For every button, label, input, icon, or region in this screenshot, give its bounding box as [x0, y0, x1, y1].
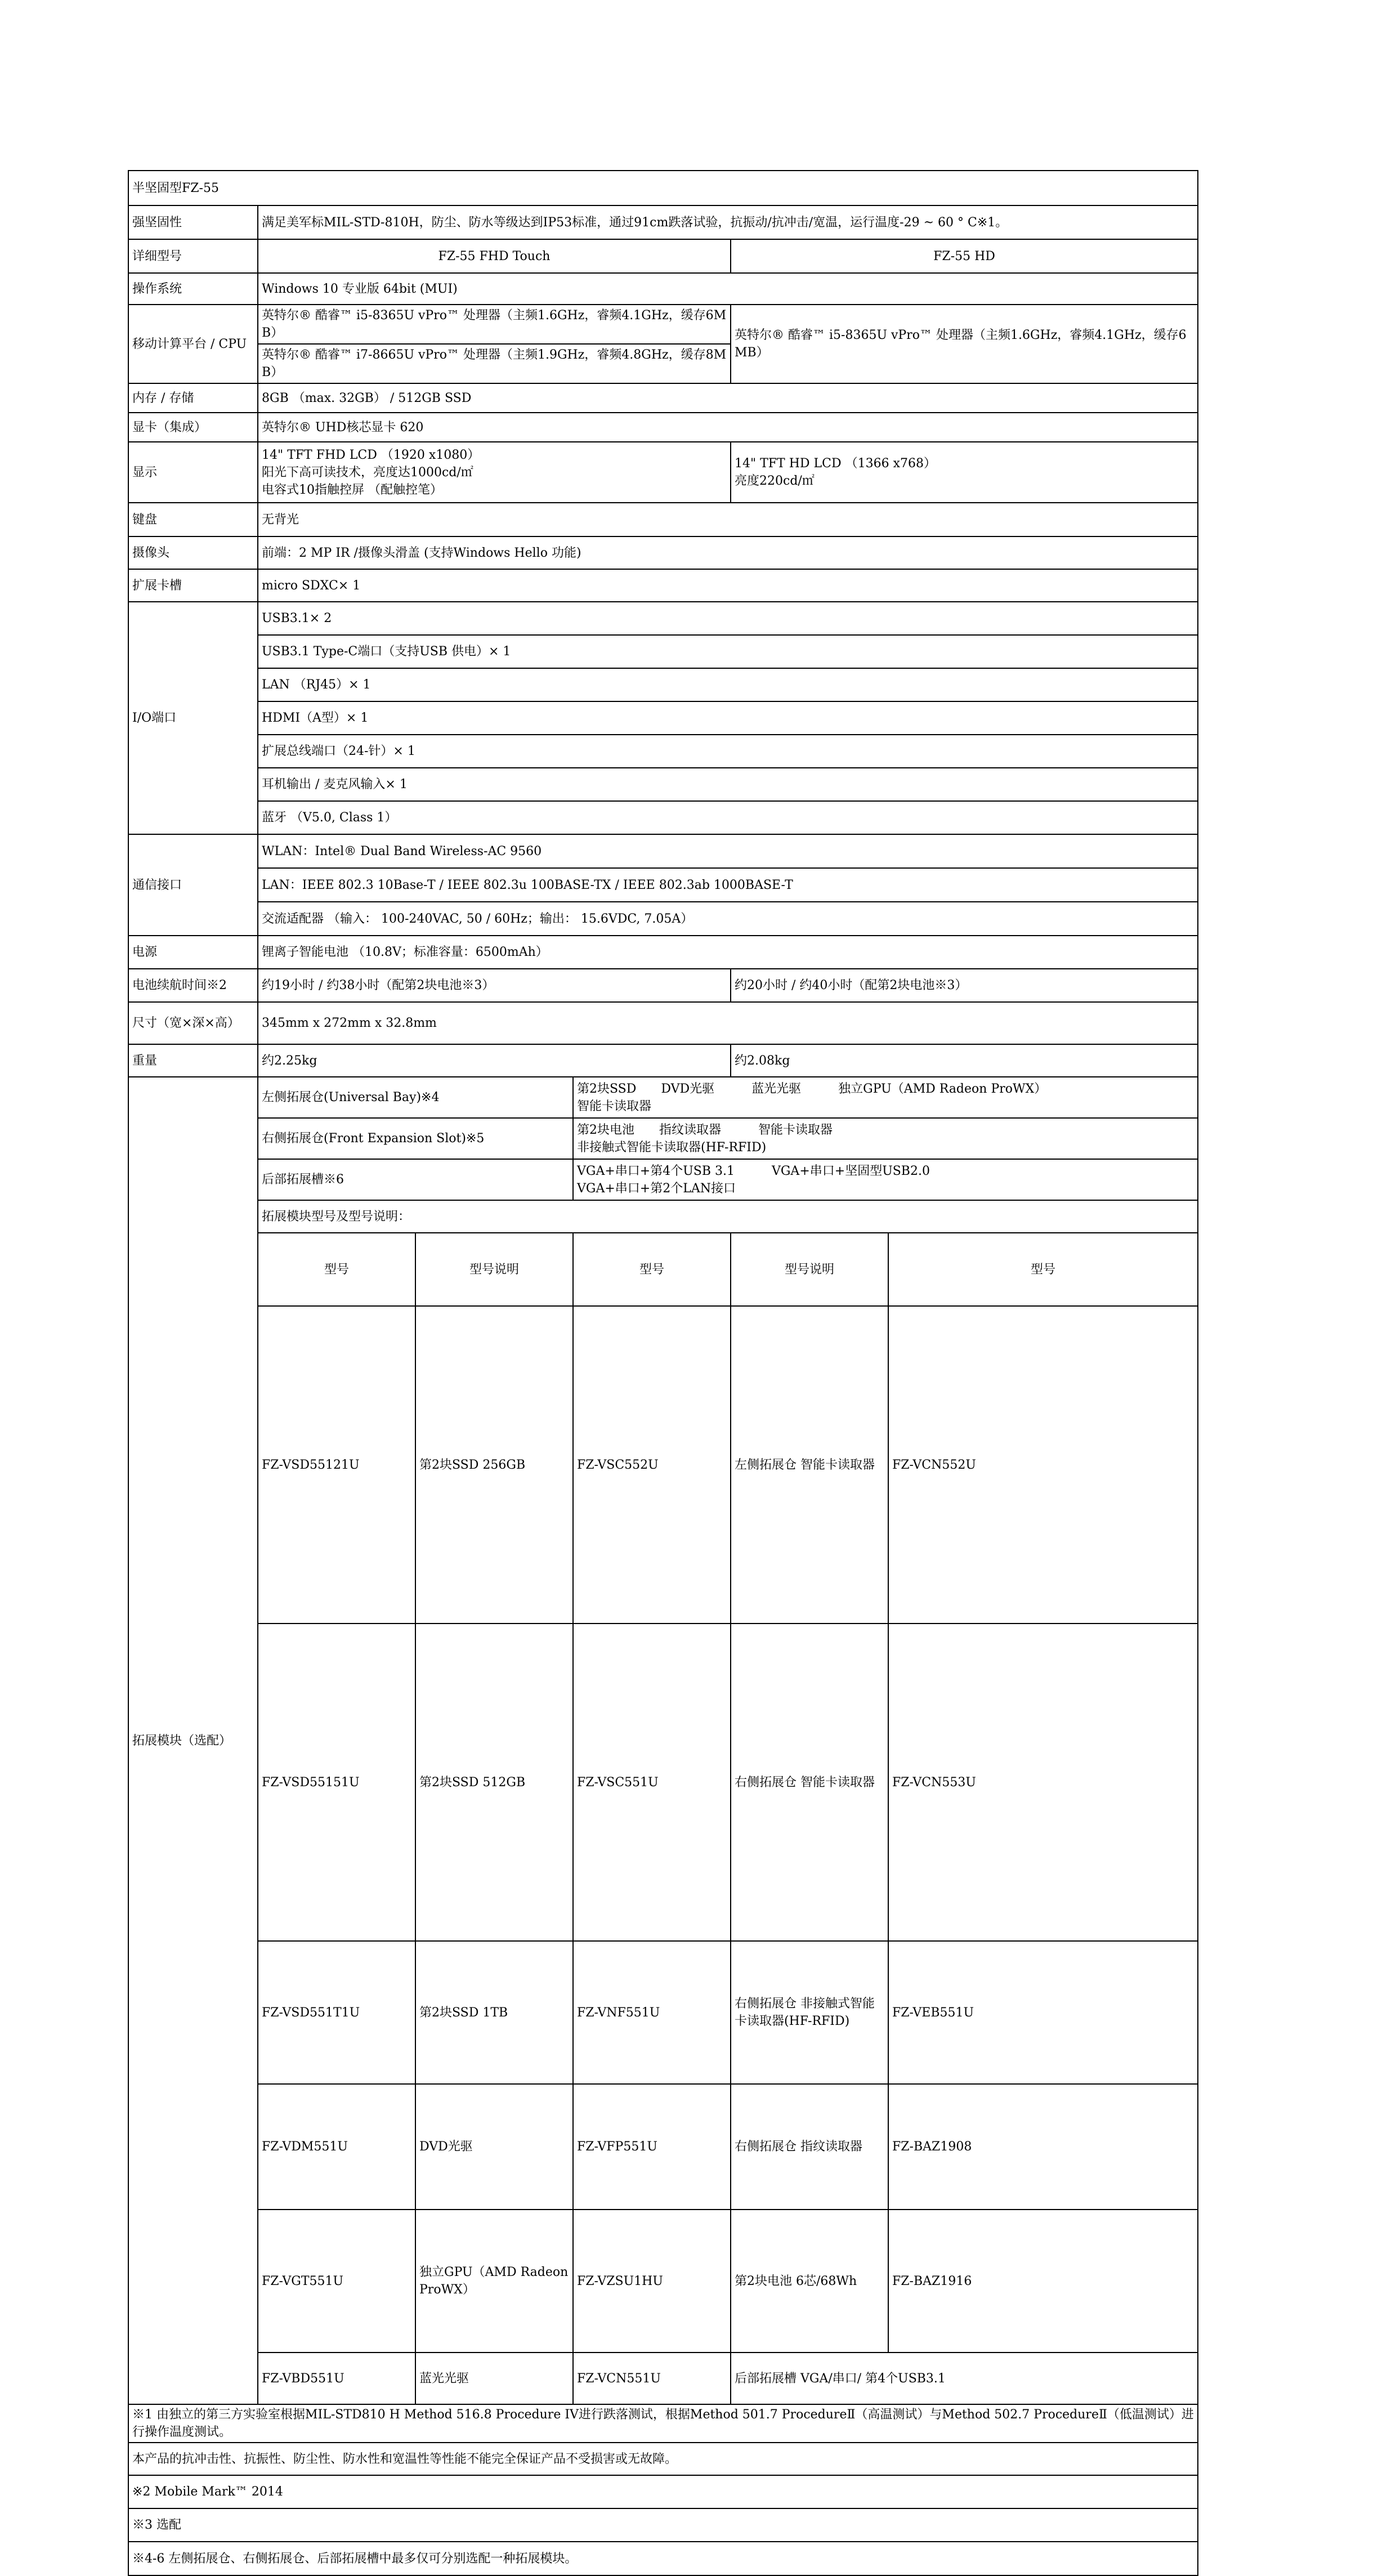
bay-name: 右侧拓展仓(Front Expansion Slot)※5 [258, 1118, 573, 1159]
size-label: 尺寸（宽×深×高） [128, 1002, 258, 1044]
os-label: 操作系统 [128, 273, 258, 305]
cpu-a1: 英特尔® 酷睿™ i5-8365U vPro™ 处理器（主频1.6GHz，睿频4.1GHz，缓存6MB） [258, 305, 731, 344]
module-list-title: 拓展模块型号及型号说明： [258, 1200, 1198, 1233]
cpu-a2: 英特尔® 酷睿™ i7-8665U vPro™ 处理器（主频1.9GHz，睿频4.8GHz，缓存8MB） [258, 344, 731, 383]
module-desc: DVD光驱 [415, 2084, 573, 2210]
bay-name: 后部拓展槽※6 [258, 1159, 573, 1200]
module-desc: 右侧拓展仓 非接触式智能卡读取器(HF-RFID) [731, 1941, 888, 2084]
battery-label: 电池续航时间※2 [128, 969, 258, 1002]
weight-b: 约2.08kg [731, 1044, 1198, 1077]
io-item: 扩展总线端口（24-针）× 1 [258, 735, 1198, 768]
module-row [128, 2353, 1198, 2404]
battery-a: 约19小时 / 约38小时（配第2块电池※3） [258, 969, 731, 1002]
gpu-value: 英特尔® UHD核芯显卡 620 [258, 413, 1198, 442]
io-item: USB3.1× 2 [258, 602, 1198, 635]
power-value: 锂离子智能电池 （10.8V；标准容量：6500mAh） [258, 936, 1198, 969]
module-row [128, 2210, 1198, 2353]
module-model: FZ-VSD551T1U [258, 1941, 415, 2084]
module-row [128, 1941, 1198, 2084]
module-header: 型号说明 [731, 1233, 888, 1306]
memory-value: 8GB （max. 32GB） / 512GB SSD [258, 383, 1198, 413]
display-b: 14" TFT HD LCD （1366 x768） 亮度220cd/㎡ [731, 442, 1198, 503]
footnote: ※4-6 左侧拓展仓、右侧拓展仓、后部拓展槽中最多仅可分别选配一种拓展模块。 [128, 2542, 1198, 2575]
display-a: 14" TFT FHD LCD （1920 x1080） 阳光下高可读技术，亮度达1000cd/㎡ 电容式10指触控屏 （配触控笔） [258, 442, 731, 503]
rugged-value: 满足美军标MIL-STD-810H，防尘、防水等级达到IP53标准，通过91cm跌落试验，抗振动/抗冲击/宽温，运行温度-29 ~ 60 ° C※1。 [258, 205, 1198, 239]
module-header: 型号 [258, 1233, 415, 1306]
spec-table [128, 170, 1198, 2576]
module-model: FZ-BAZ1908 [888, 2084, 1198, 2210]
rugged-label: 强坚固性 [128, 205, 258, 239]
module-desc: 第2块电池 6芯/68Wh [731, 2210, 888, 2353]
footnote: ※2 Mobile Mark™ 2014 [128, 2475, 1198, 2508]
bay-name: 左侧拓展仓(Universal Bay)※4 [258, 1077, 573, 1118]
camera-label: 摄像头 [128, 536, 258, 569]
io-item: 蓝牙 （V5.0, Class 1） [258, 801, 1198, 834]
module-header: 型号 [888, 1233, 1198, 1306]
module-model: FZ-VDM551U [258, 2084, 415, 2210]
module-model: FZ-VCN552U [888, 1306, 1198, 1624]
module-desc: 独立GPU（AMD Radeon ProWX） [415, 2210, 573, 2353]
module-model: FZ-VCN553U [888, 1624, 1198, 1941]
comm-label: 通信接口 [128, 834, 258, 936]
card-value: micro SDXC× 1 [258, 569, 1198, 602]
module-row [128, 2084, 1198, 2210]
module-model: FZ-VBD551U [258, 2353, 415, 2404]
modules-label: 拓展模块（选配） [128, 1077, 258, 2404]
comm-item: LAN：IEEE 802.3 10Base-T / IEEE 802.3u 100BASE-TX / IEEE 802.3ab 1000BASE-T [258, 868, 1198, 902]
page-title: 半坚固型FZ-55 [128, 171, 1198, 205]
model-a: FZ-55 FHD Touch [258, 239, 731, 273]
module-model: FZ-VSD55151U [258, 1624, 415, 1941]
keyboard-label: 键盘 [128, 503, 258, 536]
bay-value: 第2块电池 指纹读取器 智能卡读取器 非接触式智能卡读取器(HF-RFID) [573, 1118, 1198, 1159]
module-model: FZ-VZSU1HU [573, 2210, 731, 2353]
weight-label: 重量 [128, 1044, 258, 1077]
module-desc: 蓝光光驱 [415, 2353, 573, 2404]
module-header: 型号说明 [415, 1233, 573, 1306]
io-item: USB3.1 Type-C端口（支持USB 供电）× 1 [258, 635, 1198, 668]
comm-item: 交流适配器 （输入： 100-240VAC, 50 / 60Hz；输出： 15.6VDC, 7.05A） [258, 902, 1198, 936]
module-row [128, 1624, 1198, 1941]
module-model: FZ-VGT551U [258, 2210, 415, 2353]
module-model: FZ-BAZ1916 [888, 2210, 1198, 2353]
comm-item: WLAN：Intel® Dual Band Wireless-AC 9560 [258, 834, 1198, 868]
io-label: I/O端口 [128, 602, 258, 834]
model-b: FZ-55 HD [731, 239, 1198, 273]
cpu-label: 移动计算平台 / CPU [128, 305, 258, 383]
module-model: FZ-VSC552U [573, 1306, 731, 1624]
cpu-b: 英特尔® 酷睿™ i5-8365U vPro™ 处理器（主频1.6GHz，睿频4.1GHz，缓存6MB） [731, 305, 1198, 383]
footnote: 本产品的抗冲击性、抗振性、防尘性、防水性和宽温性等性能不能完全保证产品不受损害或无故障。 [128, 2443, 1198, 2475]
module-model: FZ-VNF551U [573, 1941, 731, 2084]
footnote: ※1 由独立的第三方实验室根据MIL-STD810 H Method 516.8 Procedure IV进行跌落测试，根据Method 501.7 ProcedureⅡ（高温测试）与Method 502.7 ProcedureⅡ（低温测试）进行操作温度测试。 [128, 2404, 1198, 2443]
bay-value: VGA+串口+第4个USB 3.1 VGA+串口+坚固型USB2.0 VGA+串口+第2个LAN接口 [573, 1159, 1198, 1200]
camera-value: 前端：2 MP IR /摄像头滑盖 (支持Windows Hello 功能) [258, 536, 1198, 569]
gpu-label: 显卡（集成） [128, 413, 258, 442]
keyboard-value: 无背光 [258, 503, 1198, 536]
module-model: FZ-VFP551U [573, 2084, 731, 2210]
bay-value: 第2块SSD DVD光驱 蓝光光驱 独立GPU（AMD Radeon ProWX） 智能卡读取器 [573, 1077, 1198, 1118]
battery-b: 约20小时 / 约40小时（配第2块电池※3） [731, 969, 1198, 1002]
power-label: 电源 [128, 936, 258, 969]
weight-a: 约2.25kg [258, 1044, 731, 1077]
module-header: 型号 [573, 1233, 731, 1306]
module-desc: 右侧拓展仓 智能卡读取器 [731, 1624, 888, 1941]
module-model: FZ-VSD55121U [258, 1306, 415, 1624]
io-item: HDMI（A型）× 1 [258, 701, 1198, 735]
module-desc: 第2块SSD 256GB [415, 1306, 573, 1624]
module-desc: 右侧拓展仓 指纹读取器 [731, 2084, 888, 2210]
memory-label: 内存 / 存储 [128, 383, 258, 413]
module-model: FZ-VEB551U [888, 1941, 1198, 2084]
footnote: ※3 选配 [128, 2508, 1198, 2542]
module-desc: 后部拓展槽 VGA/串口/ 第4个USB3.1 [731, 2353, 1198, 2404]
module-desc: 左侧拓展仓 智能卡读取器 [731, 1306, 888, 1624]
module-model: FZ-VCN551U [573, 2353, 731, 2404]
module-model: FZ-VSC551U [573, 1624, 731, 1941]
io-item: 耳机输出 / 麦克风输入× 1 [258, 768, 1198, 801]
module-desc: 第2块SSD 1TB [415, 1941, 573, 2084]
size-value: 345mm x 272mm x 32.8mm [258, 1002, 1198, 1044]
card-label: 扩展卡槽 [128, 569, 258, 602]
module-row [128, 1306, 1198, 1624]
model-label: 详细型号 [128, 239, 258, 273]
module-desc: 第2块SSD 512GB [415, 1624, 573, 1941]
os-value: Windows 10 专业版 64bit (MUI) [258, 273, 1198, 305]
io-item: LAN （RJ45）× 1 [258, 668, 1198, 701]
display-label: 显示 [128, 442, 258, 503]
